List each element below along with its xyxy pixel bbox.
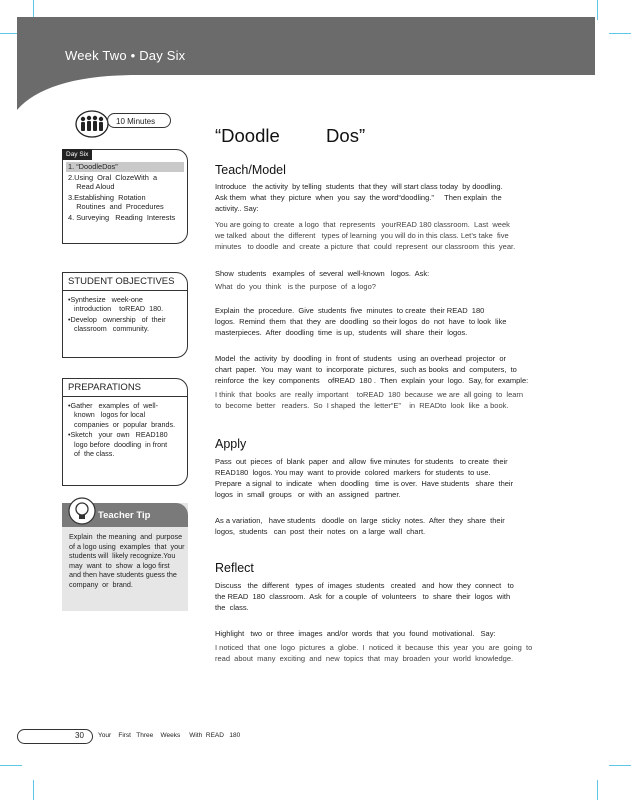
crop-mark (597, 0, 598, 20)
teacher-tip-box (62, 503, 188, 611)
preparations-box (62, 378, 188, 486)
footer-book-title: Your First Three Weeks With READ 180 (98, 732, 241, 739)
crop-mark (0, 765, 22, 766)
student-objectives-list (63, 291, 187, 339)
header-band (17, 17, 595, 110)
teacher-tip-title: Teacher Tip (98, 510, 151, 521)
section-heading: Apply (215, 437, 247, 451)
read-aloud-paragraph: I noticed that one logo pictures a globe. I noticed it because this year you are going to read about many exciting and new topics that may broaden your world knowledge. (215, 643, 533, 663)
day-label: Day Six (62, 149, 92, 160)
body-paragraph: Show students examples of several well-known logos. Ask: (215, 269, 430, 278)
preparation-item: •Gather examples of well- known logos for local companies or popular brands. (68, 401, 176, 429)
day-steps-list (66, 162, 184, 223)
day-step-current: 1. “DoodleDos” (66, 162, 184, 172)
preparations-list (63, 397, 187, 463)
day-step: 4. Surveying Reading Interests (68, 212, 176, 222)
teacher-tip-text: Explain the meaning and purpose of a logo using examples that your students will likely recognize.You may want to show a logo first and then have students guess the company or brand. (69, 532, 185, 589)
crop-mark (609, 33, 631, 34)
page-number: 30 (75, 731, 84, 740)
crop-mark (33, 780, 34, 800)
read-aloud-paragraph: You are going to create a logo that represents yourREAD 180 classroom. Last week we talked about the different types of learning you will do in this class. Let’s take five minutes to doodle and create a picture that could represent our classroom this year. (215, 220, 516, 251)
student-objectives-title: STUDENT OBJECTIVES (63, 273, 187, 291)
student-objectives-box (62, 272, 188, 358)
objective-item: •Develop ownership of their classroom community. (68, 314, 166, 334)
crop-mark (597, 780, 598, 800)
body-paragraph: Introduce the activity by telling students that they will start class today by doodling. Ask them what they picture when you say the word“doodling.” Then explain the activity.. Say: (215, 182, 503, 213)
body-paragraph: Model the activity by doodling in front of students using an overhead projector or chart paper. You may want to incorporate pictures, such as books and computers, to reinforce the key components ofREAD 180 . Then explain your logo. Say, for example: (215, 354, 529, 385)
students-group-icon (75, 110, 109, 140)
body-paragraph: As a variation, have students doodle on large sticky notes. After they share their logos, students can post their notes on a large wall chart. (215, 516, 505, 536)
section-heading: Reflect (215, 561, 254, 575)
day-steps-box (62, 149, 188, 244)
lesson-title: “Doodle Dos” (215, 125, 366, 146)
header-band-shape (17, 17, 595, 110)
timer-duration: 10 Minutes (107, 113, 171, 128)
day-step: 2.Using Oral ClozeWith a Read Aloud (68, 172, 158, 191)
body-paragraph: Discuss the different types of images students created and how they connect to the READ 180 classroom. Ask for a couple of volunteers to share their logos with the class. (215, 581, 514, 612)
lightbulb-icon (68, 497, 96, 525)
page-header-title: Week Two • Day Six (65, 48, 186, 63)
crop-mark (609, 765, 631, 766)
read-aloud-paragraph: I think that books are really important toREAD 180 because we are all going to learn to become better readers. So I shaped the letter“E” in READto look like a book. (215, 390, 524, 410)
day-step: 3.Establishing Rotation Routines and Procedures (68, 192, 164, 211)
read-aloud-paragraph: What do you think is the purpose of a logo? (215, 282, 376, 291)
body-paragraph: Highlight two or three images and/or words that you found motivational. Say: (215, 629, 496, 638)
objective-item: •Synthesize week-one introduction toREAD 180. (68, 295, 164, 314)
body-paragraph: Pass out pieces of blank paper and allow five minutes for students to create their READ180 logos. You may want to provide colored markers for students to use. Prepare a signal to indicate when doodling time is over. Have students share their logos in small groups or with an assigned partner. (215, 457, 514, 499)
teacher-tip-header (62, 503, 188, 527)
preparation-item: •Sketch your own READ180 logo before doodling in front of the class. (68, 430, 168, 459)
section-heading: Teach/Model (215, 163, 286, 177)
preparations-title: PREPARATIONS (63, 379, 187, 397)
body-paragraph: Explain the procedure. Give students five minutes to create their READ 180 logos. Remind them that they are doodling so their logos do not have to look like masterpieces. After doodling time is up, students will share their logos. (215, 306, 507, 337)
